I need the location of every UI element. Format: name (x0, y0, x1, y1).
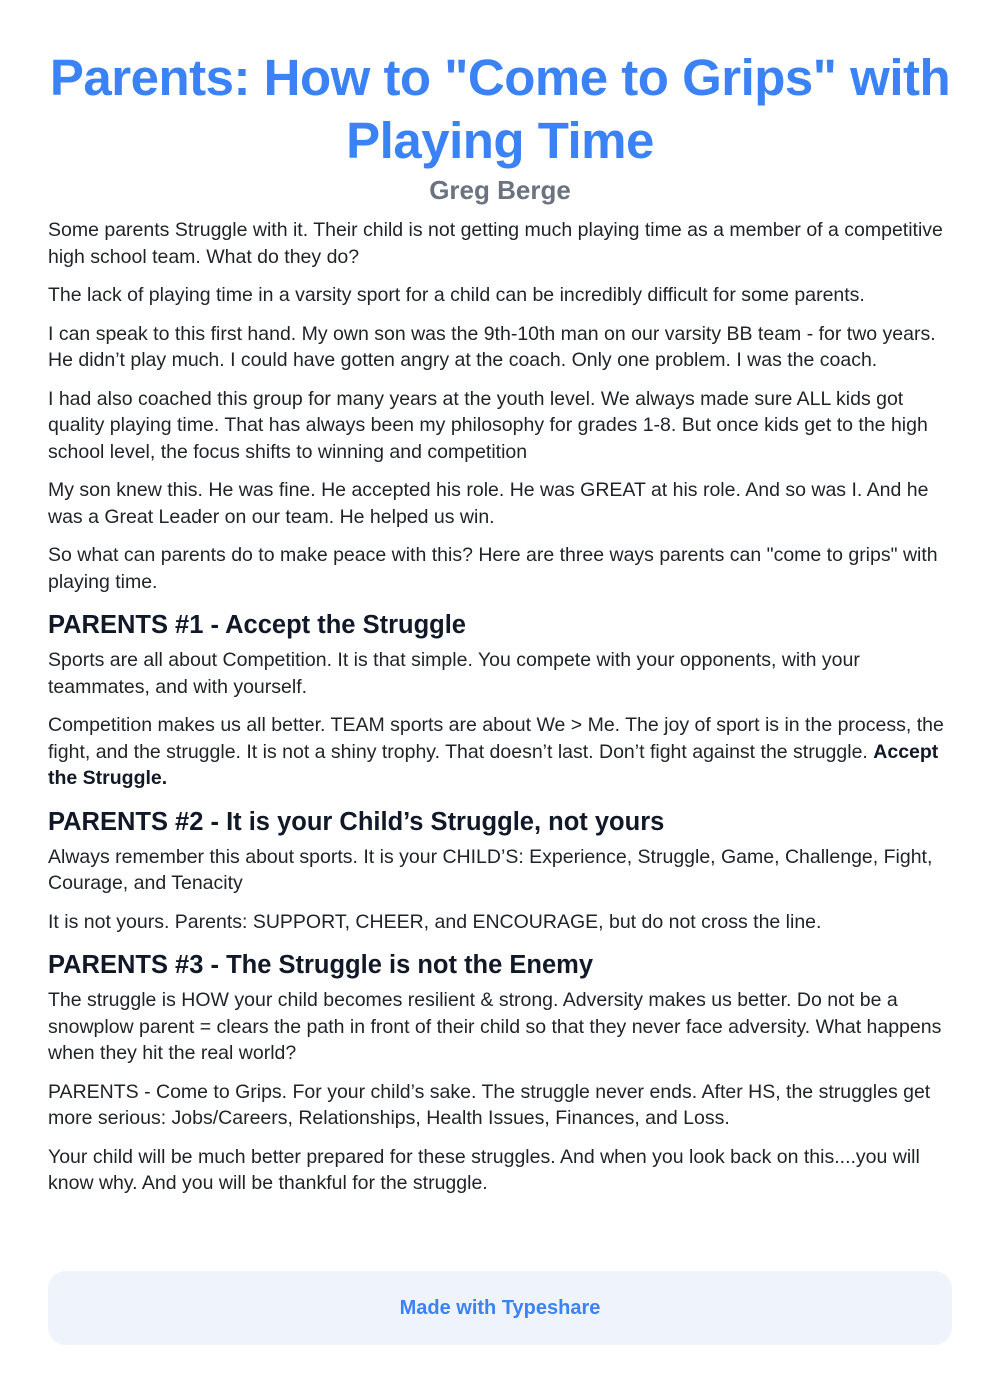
section-1-paragraph-text: Competition makes us all better. TEAM sports are about We > Me. The joy of sport is in the process, the fight, and the struggle. It is not a shiny trophy. That doesn’t last. Don’t fight against the struggle. (48, 714, 944, 763)
author-name: Greg Berge (429, 175, 571, 205)
section-3-paragraph: PARENTS - Come to Grips. For your child’s sake. The struggle never ends. After HS, the struggles get more serious: Jobs/Careers, Relationships, Health Issues, Finances, and Loss. (48, 1080, 931, 1129)
intro-paragraph: I had also coached this group for many years at the youth level. We always made sure ALL kids got quality playing time. That has always been my philosophy for grades 1-8. But once kids get to the high school level, the focus shifts to winning and competition (48, 387, 928, 463)
page-title: Parents: How to "Come to Grips" with Playing Time (49, 49, 951, 169)
section-2-paragraph: It is not yours. Parents: SUPPORT, CHEER, and ENCOURAGE, but do not cross the line. (48, 910, 822, 933)
section-heading-2: PARENTS #2 - It is your Child’s Struggle, not yours (48, 807, 665, 836)
typeshare-link[interactable]: Made with Typeshare (399, 1296, 601, 1319)
section-3-paragraph: Your child will be much better prepared for these struggles. And when you look back on this....you will know why. And you will be thankful for the struggle. (48, 1145, 920, 1194)
intro-paragraph: So what can parents do to make peace with this? Here are three ways parents can "come to grips" with playing time. (48, 544, 938, 593)
intro-paragraph: Some parents Struggle with it. Their child is not getting much playing time as a member of a competitive high school team. What do they do? (48, 219, 943, 268)
section-heading-1: PARENTS #1 - Accept the Struggle (48, 611, 466, 639)
section-2-paragraph: Always remember this about sports. It is your CHILD’S: Experience, Struggle, Game, Challenge, Fight, Courage, and Tenacity (48, 845, 933, 894)
intro-paragraph: I can speak to this first hand. My own son was the 9th-10th man on our varsity BB team - for two years. He didn’t play much. I could have gotten angry at the coach. Only one problem. I was the coach. (48, 322, 936, 371)
footer-banner (48, 1271, 952, 1345)
accept-struggle-emphasis: Accept the Struggle. (48, 740, 939, 789)
section-1-paragraph (48, 712, 952, 792)
section-3-paragraph: The struggle is HOW your child becomes resilient & strong. Adversity makes us better. Do not be a snowplow parent = clears the path in front of their child so that they never face adversity. What happens when they hit the real world? (48, 989, 942, 1064)
intro-paragraph: My son knew this. He was fine. He accepted his role. He was GREAT at his role. And so was I. And he was a Great Leader on our team. He helped us win. (48, 479, 929, 528)
section-heading-3: PARENTS #3 - The Struggle is not the Enemy (48, 951, 594, 979)
intro-paragraph: The lack of playing time in a varsity sport for a child can be incredibly difficult for some parents. (48, 284, 865, 306)
section-1-paragraph: Sports are all about Competition. It is that simple. You compete with your opponents, with your teammates, and with yourself. (48, 649, 860, 698)
